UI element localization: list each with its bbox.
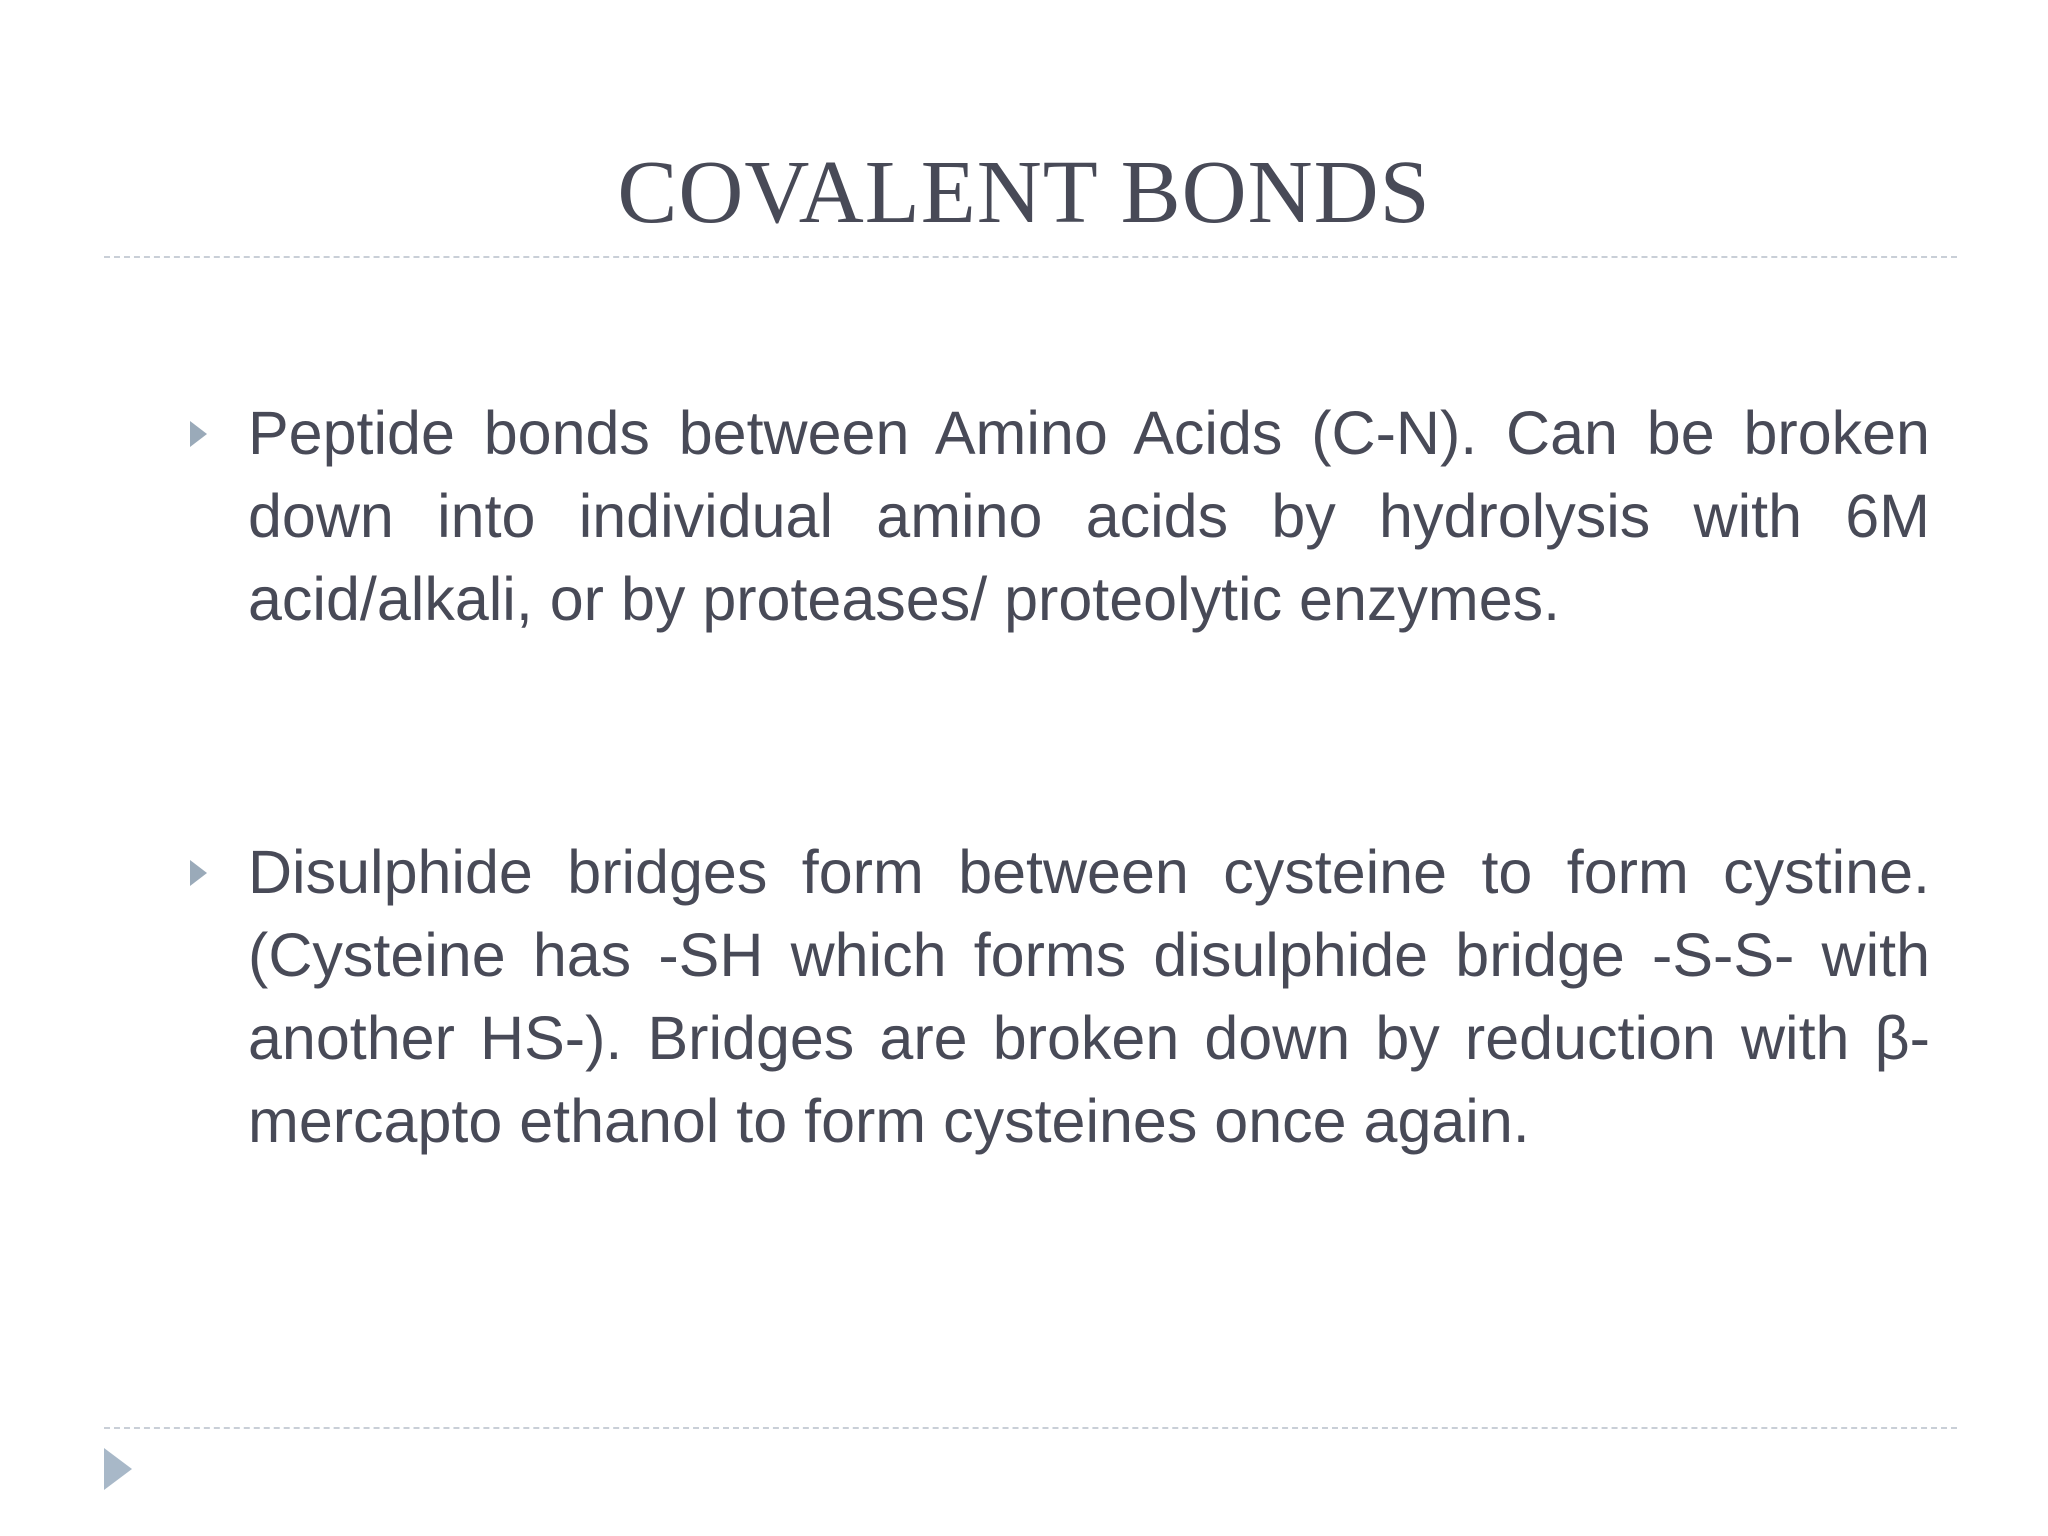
next-slide-arrow-icon[interactable]: [104, 1448, 132, 1490]
bullet-text: Disulphide bridges form between cysteine to form cystine. (Cysteine has -SH which forms disulphide bridge -S-S- with another HS-). Bridges are broken down by reduction with β-mercapto ethanol to form cysteines once again.: [248, 838, 1930, 1155]
footer-divider: [104, 1427, 1957, 1429]
bullet-list: [190, 392, 1930, 1163]
bullet-text: Peptide bonds between Amino Acids (C-N). Can be broken down into individual amino acids by hydrolysis with 6M acid/alkali, or by proteases/ proteolytic enzymes.: [248, 399, 1930, 633]
bullet-item-disulphide-bridges: [190, 831, 1930, 1163]
slide-title: COVALENT BONDS: [617, 143, 1431, 242]
triangle-bullet-icon: [190, 421, 207, 447]
title-divider: [104, 256, 1957, 258]
bullet-item-peptide-bonds: [190, 392, 1930, 641]
triangle-bullet-icon: [190, 860, 207, 886]
